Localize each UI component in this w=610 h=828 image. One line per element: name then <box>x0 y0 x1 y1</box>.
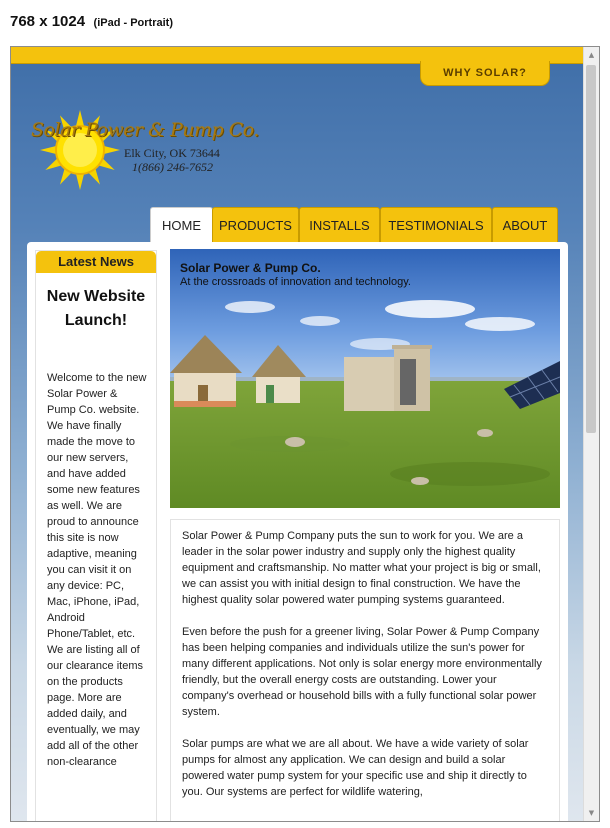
latest-news-header: Latest News <box>36 251 156 273</box>
hero-subtitle: At the crossroads of innovation and technology. <box>180 276 411 288</box>
article-paragraph: Solar Power & Pump Company puts the sun to work for you. We are a leader in the solar power industry and supply only the highest quality equipment and craftsmanship. No matter what your project is big or small, we can assist you with initial design to final construction. We have the highest quality solar powered water pumping systems guaranteed. <box>182 530 541 606</box>
scroll-up-icon[interactable]: ▲ <box>588 51 595 59</box>
article-body <box>182 528 550 816</box>
site-logo[interactable] <box>25 105 259 195</box>
logo-city: Elk City, OK 73644 <box>124 146 220 160</box>
why-solar-button[interactable]: WHY SOLAR? <box>420 61 550 86</box>
scrollbar-thumb[interactable] <box>586 65 596 433</box>
tab-installs[interactable]: INSTALLS <box>299 207 380 243</box>
article-paragraph: Solar pumps are what we are all about. We have a wide variety of solar pumps for almost any application. We can design and build a solar powered water pump system for your specific use and ship it directly to you. Our systems are perfect for wildlife watering, <box>182 738 529 798</box>
latest-news-panel <box>35 250 157 822</box>
hero-banner <box>170 249 560 508</box>
device-frame <box>10 46 600 822</box>
tab-home[interactable]: HOME <box>150 207 213 244</box>
device-dimensions: 768 x 1024 <box>10 13 86 30</box>
tab-about[interactable]: ABOUT <box>492 207 558 243</box>
article-paragraph: Even before the push for a greener living, Solar Power & Pump Company has been helping companies and individuals utilize the sun's power for many different applications. Not only is solar energy more environmentally friendly, but the overall energy costs are outstanding. Lower your company's overhead or household bills with a fully functional solar power system. <box>182 626 542 718</box>
logo-phone: 1(866) 246-7652 <box>132 160 213 174</box>
content-panel <box>27 242 568 822</box>
news-title: New Website Launch! <box>46 288 146 329</box>
hero-title: Solar Power & Pump Co. <box>180 261 321 275</box>
hero-caption <box>180 261 411 289</box>
vertical-scrollbar[interactable] <box>583 47 599 821</box>
tab-testimonials[interactable]: TESTIMONIALS <box>380 207 492 243</box>
device-model: (iPad - Portrait) <box>93 17 173 29</box>
device-label <box>10 13 173 31</box>
news-body: Welcome to the new Solar Power & Pump Co. website. We have finally made the move to our new servers, and have added some new features as well. We are proud to announce this site is now adaptive, meaning you can visit it on any device: PC, Mac, iPhone, iPad, Android Phone/Tablet, etc. We are listing all of our clearance items on the products page. More are added daily, and eventually, we may add all of the other non-clearance <box>47 372 147 768</box>
scroll-down-icon[interactable]: ▼ <box>588 809 595 817</box>
logo-name: Solar Power & Pump Co. <box>31 119 259 141</box>
tab-products[interactable]: PRODUCTS <box>212 207 299 243</box>
main-article <box>170 519 560 822</box>
